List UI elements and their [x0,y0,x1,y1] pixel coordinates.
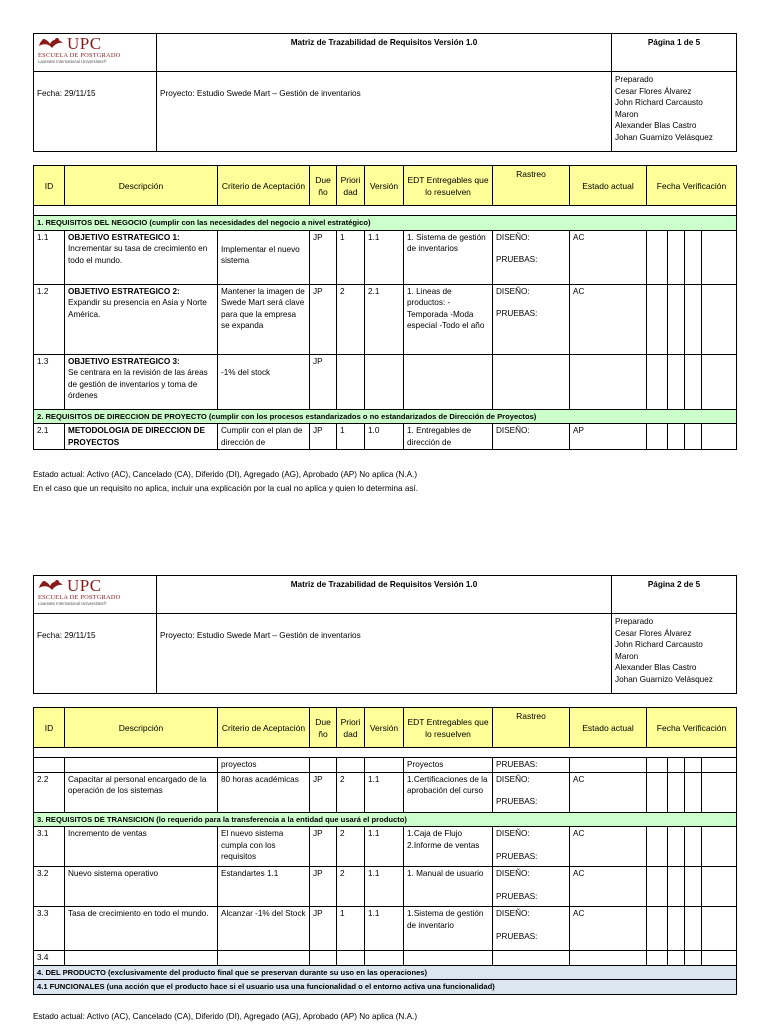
section-title: 2. REQUISITOS DE DIRECCION DE PROYECTO (cumplir con los procesos estandarizados o no estandarizados de Dirección de Proyectos) [34,409,737,424]
cell-fecha [647,951,668,966]
desc-title: OBJETIVO ESTRATEGICO 2: [68,286,180,296]
rastreo-diseno: DISEÑO: [496,774,530,784]
cell-rastreo [493,867,570,907]
cell-descripcion [65,354,218,409]
requirements-table [33,165,737,450]
cell-edt: 1. Lineas de productos: -Temporada -Moda especial -Todo el año [404,284,493,354]
cell-rastreo: DISEÑO: [493,424,570,450]
cell-criterio: proyectos [218,758,310,773]
col-dueno: Due ño [310,166,337,206]
cell-fecha [668,284,685,354]
section-title: 4.1 FUNCIONALES (una acción que el producto hace si el usuario usa una funcionalidad o el entorno activa una funcionalidad) [34,980,737,995]
cell-edt: 1.Certificaciones de la aprobación del curso [404,772,493,812]
page-number: Página 1 de 5 [612,34,737,72]
rastreo-pruebas: PRUEBAS: [496,931,538,941]
cell-descripcion: Tasa de crecimiento en todo el mundo. [65,907,218,951]
cell-descripcion [65,758,218,773]
col-edt: EDT Entregables que lo resuelven [404,166,493,206]
desc-title: OBJETIVO ESTRATEGICO 1: [68,232,180,242]
upc-logo-icon [38,578,64,594]
section-title: 3. REQUISITOS DE TRANSICION (lo requerido para la transferencia a la entidad que usará el producto) [34,812,737,827]
cell-prioridad [337,354,365,409]
cell-prioridad [337,758,365,773]
logo-wordmark: UPC [67,34,102,53]
cell-fecha [668,354,685,409]
cell-prioridad: 2 [337,284,365,354]
table-row [34,424,737,450]
preparado-name: Johan Guarnizo Velásquez [615,132,713,142]
cell-edt: 1. Sistema de gestión de inventarios [404,230,493,284]
cell-version: 1.1 [365,772,404,812]
cell-estado: AC [570,867,647,907]
cell-fecha [668,951,685,966]
cell-prioridad: 1 [337,230,365,284]
cell-prioridad: 2 [337,827,365,867]
rastreo-diseno: DISEÑO: [496,286,530,296]
logo-tagline: Laureate International Universities® [38,601,107,606]
cell-dueno: JP [310,772,337,812]
cell-fecha [668,907,685,951]
cell-rastreo [493,951,570,966]
requirements-table [33,707,737,995]
desc-text: Incrementar su tasa de crecimiento en todo el mundo. [68,244,208,265]
rastreo-diseno: DISEÑO: [496,909,530,918]
col-id: ID [34,166,65,206]
cell-id: 1.1 [34,230,65,284]
table-row [34,354,737,409]
header-table [33,575,737,694]
cell-criterio: Implementar el nuevo sistema [218,230,310,284]
table-row [34,827,737,867]
cell-fecha [647,354,668,409]
cell-version: 1.1 [365,827,404,867]
desc-text: Expandir su presencia en Asia y Norte América. [68,298,207,319]
cell-edt: 1.Sistema de gestión de inventario [404,907,493,951]
upc-logo-icon [38,36,64,52]
cell-fecha [685,758,702,773]
cell-fecha [647,758,668,773]
cell-version: 1.1 [365,867,404,907]
proyecto: Proyecto: Estudio Swede Mart – Gestión de inventarios [157,614,612,694]
cell-dueno [310,951,337,966]
preparado-name: John Richard Carcausto [615,98,703,107]
cell-fecha [647,230,668,284]
cell-edt: 1. Entregables de dirección de [404,424,493,450]
cell-version: 2.1 [365,284,404,354]
estado-legend: Estado actual: Activo (AC), Cancelado (CA), Diferido (DI), Agregado (AG), Aprobado (AP) No aplica (N.A.) [33,470,418,479]
cell-id: 1.2 [34,284,65,354]
section-row [34,812,737,827]
cell-fecha [702,951,737,966]
cell-descripcion: METODOLOGIA DE DIRECCION DE PROYECTOS [65,424,218,450]
header-table [33,33,737,152]
cell-estado [570,951,647,966]
cell-id: 2.1 [34,424,65,450]
cell-dueno [310,758,337,773]
desc-title: OBJETIVO ESTRATEGICO 3: [68,356,180,366]
cell-fecha [702,424,737,450]
logo-subtitle: ESCUELA DE POSTGRADO [38,52,121,59]
document-page-1 [33,33,736,493]
cell-estado [570,354,647,409]
preparado-name: Maron [615,651,639,661]
cell-rastreo [493,354,570,409]
col-criterio: Criterio de Aceptación [218,166,310,206]
rastreo-diseno: DISEÑO: [496,829,530,838]
cell-fecha [668,424,685,450]
logo-tagline: Laureate International Universities® [38,59,107,64]
cell-dueno: JP [310,867,337,907]
cell-criterio: Cumplir con el plan de dirección de [218,424,310,450]
cell-fecha [685,772,702,812]
col-rastreo: Rastreo [493,166,570,206]
cell-fecha [702,772,737,812]
cell-fecha [702,354,737,409]
cell-edt [404,354,493,409]
cell-descripcion: Capacitar al personal encargado de la operación de los sistemas [65,772,218,812]
cell-id: 3.2 [34,867,65,907]
cell-id: 3.1 [34,827,65,867]
col-fecha: Fecha Verificación [647,166,737,206]
col-rastreo: Rastreo [493,708,570,748]
preparado-name: Johan Guarnizo Velásquez [615,674,713,684]
table-row [34,951,737,966]
cell-fecha [685,284,702,354]
cell-fecha [647,827,668,867]
cell-fecha [702,758,737,773]
preparado-name: Alexander Blas Castro [615,663,697,672]
cell-fecha [685,827,702,867]
fecha: Fecha: 29/11/15 [34,614,157,694]
document-page-2 [33,575,736,1021]
table-row [34,230,737,284]
cell-fecha [702,867,737,907]
cell-criterio: Estandartes 1.1 [218,867,310,907]
section-row [34,965,737,980]
preparado-block [612,614,737,694]
col-fecha: Fecha Verificación [647,708,737,748]
col-criterio: Criterio de Aceptación [218,708,310,748]
table-row [34,907,737,951]
cell-edt: 1. Manual de usuario [404,867,493,907]
cell-fecha [647,867,668,907]
cell-estado: AC [570,827,647,867]
col-version: Versión [365,708,404,748]
cell-fecha [685,907,702,951]
cell-fecha [685,424,702,450]
cell-fecha [702,827,737,867]
cell-descripcion: Incremento de ventas [65,827,218,867]
cell-criterio: El nuevo sistema cumpla con los requisitos [218,827,310,867]
cell-criterio: Alcanzar -1% del Stock [218,907,310,951]
cell-dueno: JP [310,827,337,867]
col-dueno: Due ño [310,708,337,748]
cell-dueno: JP [310,907,337,951]
col-estado: Estado actual [570,708,647,748]
preparado-name: Cesar Flores Álvarez [615,86,692,96]
cell-version: 1.0 [365,424,404,450]
col-prioridad: Priori dad [337,708,365,748]
cell-version [365,758,404,773]
rastreo-pruebas: PRUEBAS: [496,255,538,264]
cell-fecha [647,772,668,812]
cell-estado: AC [570,284,647,354]
cell-rastreo [493,284,570,354]
col-prioridad: Priori dad [337,166,365,206]
preparado-name: Maron [615,109,639,119]
proyecto: Proyecto: Estudio Swede Mart – Gestión de inventarios [157,72,612,152]
cell-fecha [668,827,685,867]
cell-version [365,951,404,966]
cell-fecha [647,424,668,450]
column-header-row [34,708,737,748]
cell-fecha [668,758,685,773]
document-title: Matriz de Trazabilidad de Requisitos Versión 1.0 [157,34,612,72]
cell-estado: AC [570,907,647,951]
desc-text: Se centrara en la revisión de las áreas de gestión de inventarios y toma de órdenes [68,368,208,400]
cell-fecha [702,230,737,284]
table-row [34,772,737,812]
cell-dueno: JP [310,354,337,409]
cell-prioridad [337,951,365,966]
cell-rastreo [493,907,570,951]
cell-fecha [647,907,668,951]
cell-rastreo [493,230,570,284]
preparado-name: Alexander Blas Castro [615,121,697,130]
cell-id: 2.2 [34,772,65,812]
section-row [34,409,737,424]
cell-prioridad: 2 [337,867,365,907]
cell-prioridad: 1 [337,424,365,450]
cell-rastreo [493,827,570,867]
cell-prioridad: 2 [337,772,365,812]
cell-fecha [647,284,668,354]
rastreo-diseno: DISEÑO: [496,232,530,242]
logo [34,34,157,72]
preparado-name: John Richard Carcausto [615,640,703,649]
cell-dueno: JP [310,424,337,450]
section-row [34,980,737,995]
rastreo-pruebas: PRUEBAS: [496,309,538,318]
table-row [34,284,737,354]
preparado-name: Cesar Flores Álvarez [615,628,692,638]
logo-wordmark: UPC [67,576,102,595]
estado-legend: Estado actual: Activo (AC), Cancelado (CA), Diferido (DI), Agregado (AG), Aprobado (AP) No aplica (N.A.) [33,1012,418,1021]
cell-edt: Proyectos [404,758,493,773]
cell-version: 1.1 [365,907,404,951]
logo [34,576,157,614]
cell-id: 1.3 [34,354,65,409]
col-descripcion: Descripción [65,708,218,748]
rastreo-diseno: DISEÑO: [496,869,530,878]
cell-descripcion [65,951,218,966]
preparado-block [612,72,737,152]
cell-fecha [668,230,685,284]
cell-fecha [685,354,702,409]
cell-descripcion [65,230,218,284]
cell-edt [404,951,493,966]
cell-criterio [218,951,310,966]
col-version: Versión [365,166,404,206]
cell-descripcion: Nuevo sistema operativo [65,867,218,907]
cell-criterio: 80 horas académicas [218,772,310,812]
cell-estado [570,758,647,773]
cell-fecha [668,867,685,907]
col-estado: Estado actual [570,166,647,206]
fecha: Fecha: 29/11/15 [34,72,157,152]
cell-criterio: Mantener la imagen de Swede Mart será clave para que la empresa se expanda [218,284,310,354]
cell-fecha [702,907,737,951]
cell-rastreo [493,772,570,812]
rastreo-pruebas: PRUEBAS: [496,891,538,901]
preparado-label: Preparado [615,617,654,626]
rastreo-pruebas: PRUEBAS: [496,797,538,806]
cell-descripcion [65,284,218,354]
section-row [34,216,737,231]
document-title: Matriz de Trazabilidad de Requisitos Versión 1.0 [157,576,612,614]
cell-dueno: JP [310,284,337,354]
cell-fecha [702,284,737,354]
cell-id: 3.4 [34,951,65,966]
cell-estado: AP [570,424,647,450]
cell-fecha [668,772,685,812]
section-title: 1. REQUISITOS DEL NEGOCIO (cumplir con las necesidades del negocio a nivel estratégico) [34,216,737,231]
cell-criterio: -1% del stock [218,354,310,409]
table-row [34,758,737,773]
table-row [34,867,737,907]
cell-fecha [685,951,702,966]
cell-version: 1.1 [365,230,404,284]
na-instruction: En el caso que un requisito no aplica, incluir una explicación por la cual no aplica y quien lo determina así. [33,484,419,493]
section-title: 4. DEL PRODUCTO (exclusivamente del producto final que se preservan durante su uso en las operaciones) [34,965,737,980]
preparado-label: Preparado [615,75,654,84]
rastreo-pruebas: PRUEBAS: [496,851,538,861]
cell-id: 3.3 [34,907,65,951]
cell-estado: AC [570,230,647,284]
logo-subtitle: ESCUELA DE POSTGRADO [38,594,121,601]
cell-fecha [685,867,702,907]
column-header-row [34,166,737,206]
col-id: ID [34,708,65,748]
cell-estado: AC [570,772,647,812]
cell-edt: 1.Caja de Flujo 2.Informe de ventas [404,827,493,867]
cell-dueno: JP [310,230,337,284]
cell-id [34,758,65,773]
cell-prioridad: 1 [337,907,365,951]
cell-rastreo: PRUEBAS: [493,758,570,773]
col-edt: EDT Entregables que lo resuelven [404,708,493,748]
cell-fecha [685,230,702,284]
page-number: Página 2 de 5 [612,576,737,614]
col-descripcion: Descripción [65,166,218,206]
cell-version [365,354,404,409]
